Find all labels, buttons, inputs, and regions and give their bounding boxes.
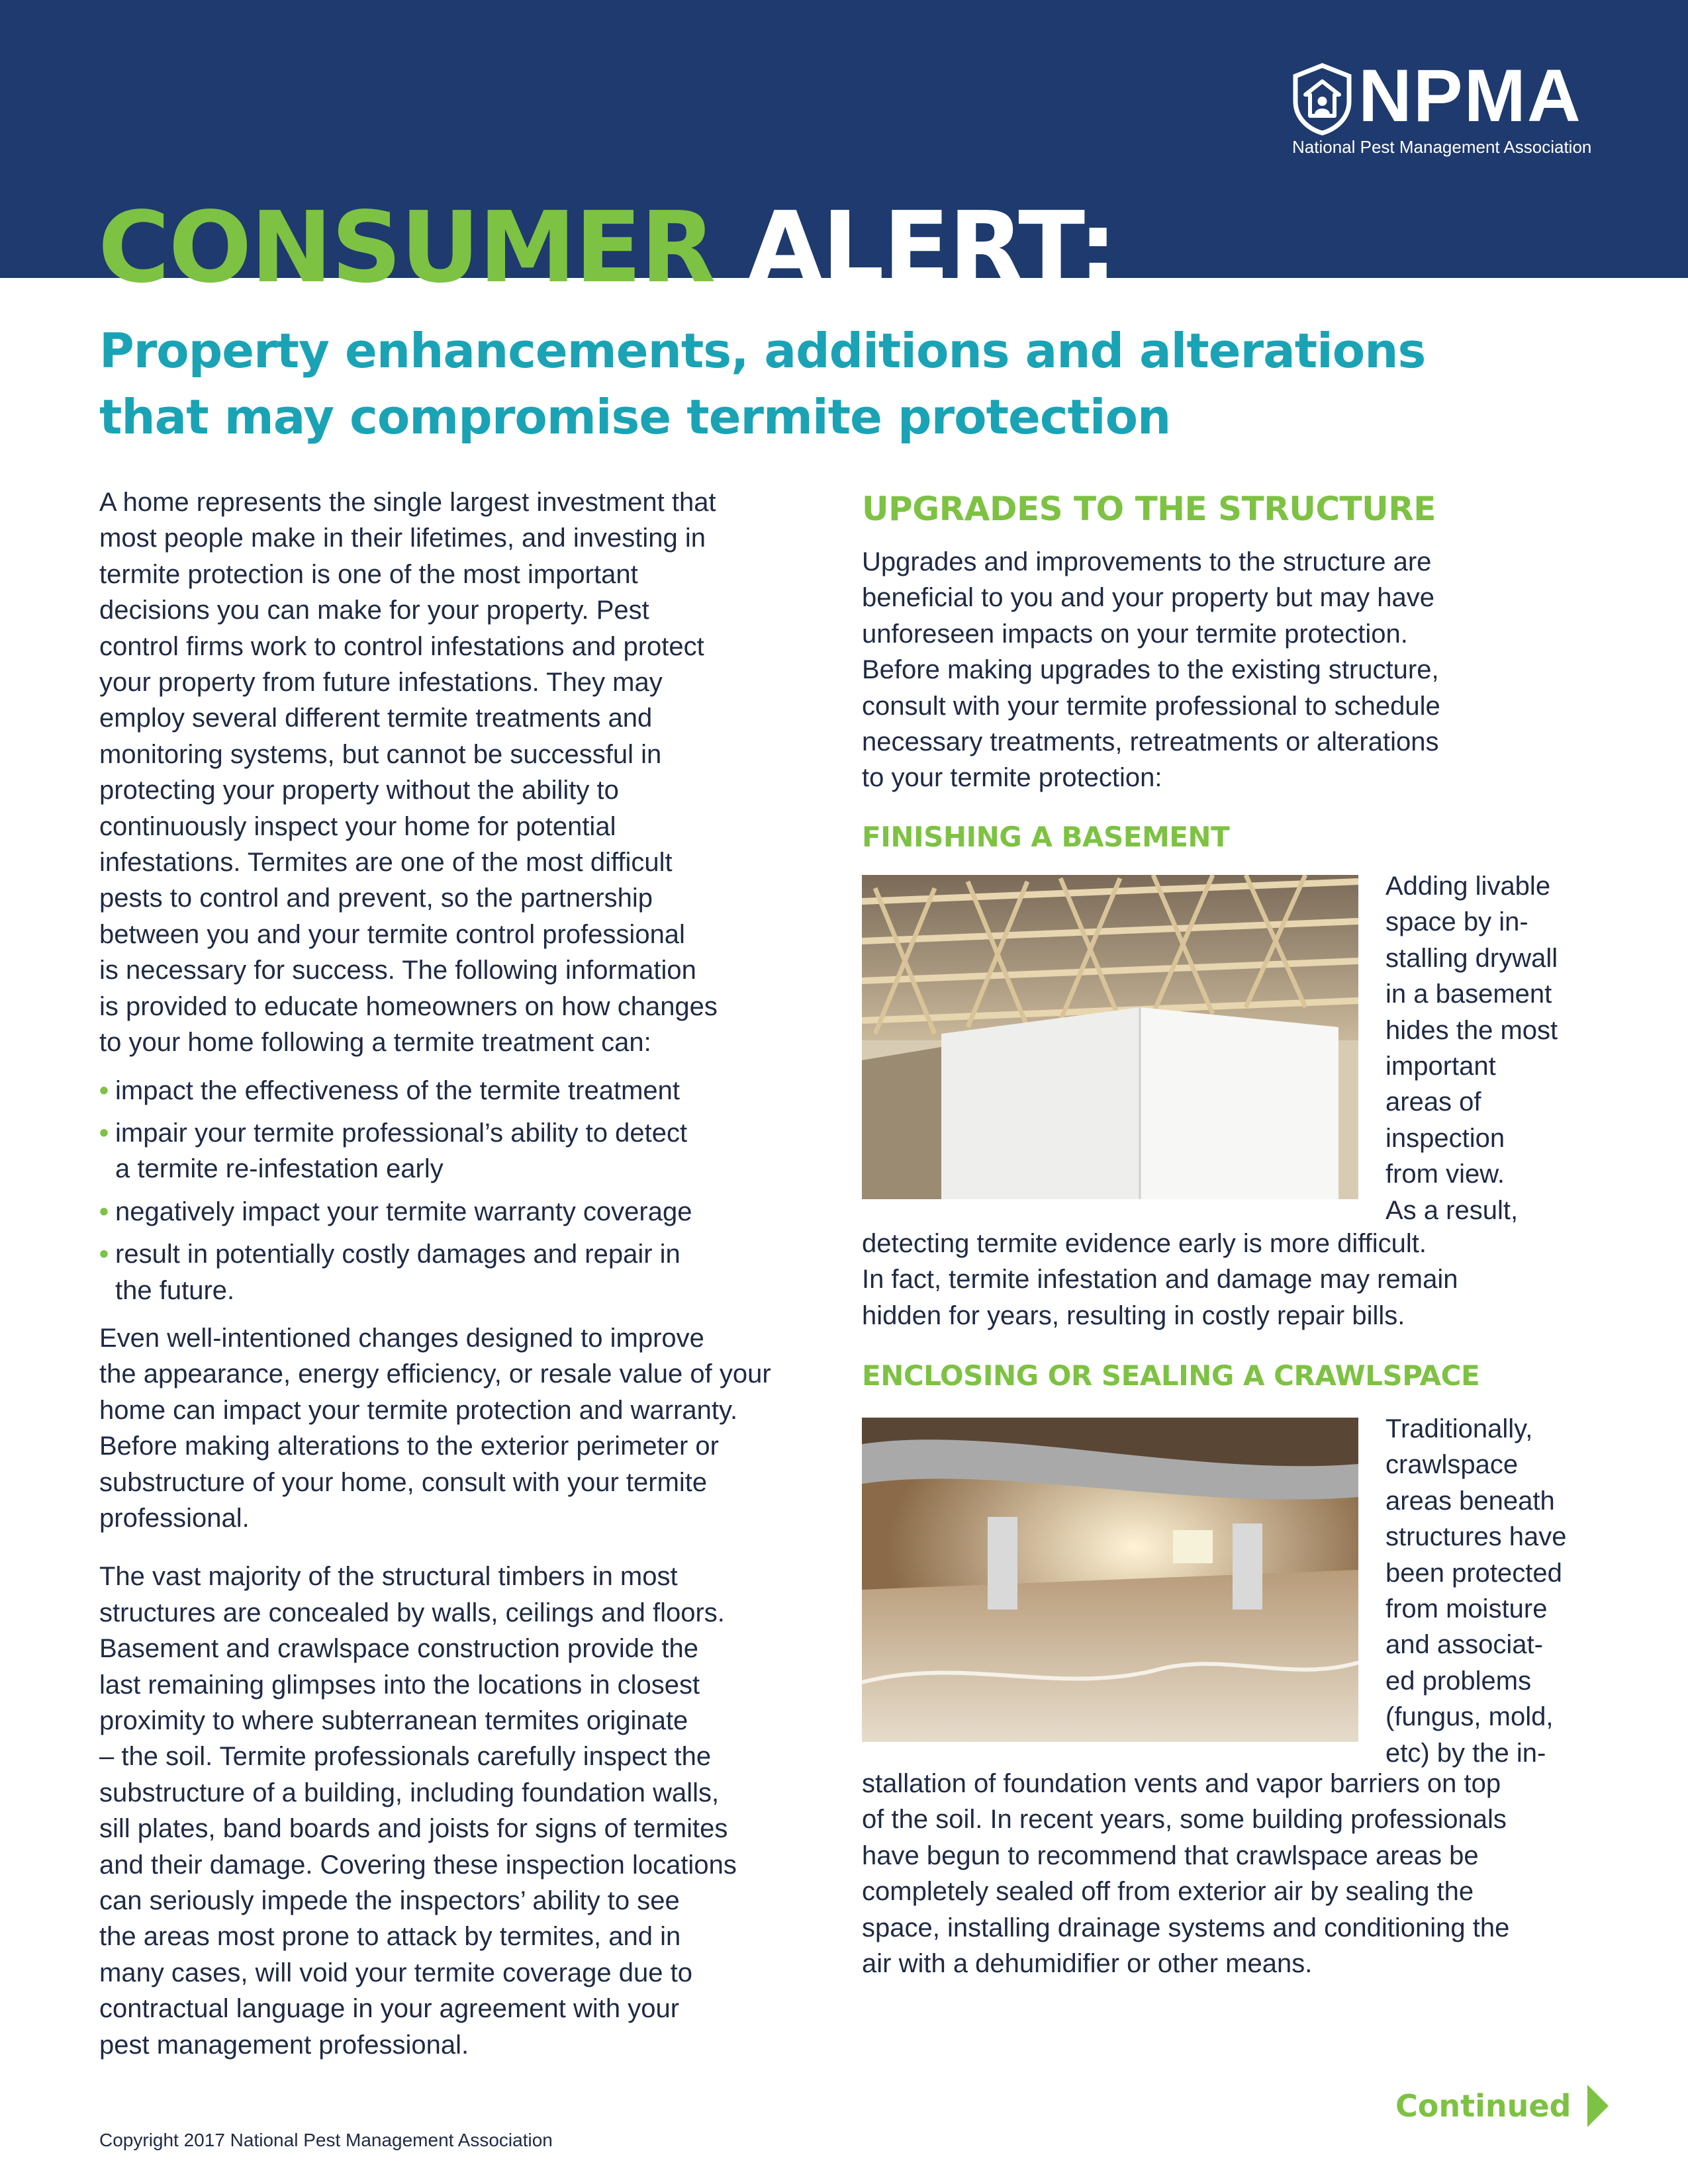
crawlspace-paragraph: stallation of foundation vents and vapor barriers on top of the soil. In recent years, some building professionals have begun to recommend that crawlspace areas be completely sealed off from exterior air by sealing the space, installing drainage systems and conditioning the air with a dehumidifier or other means.: [862, 1769, 1510, 1979]
basement-paragraph: detecting termite evidence early is more difficult. In fact, termite infestation and damage may remain hidden for years, resulting in costly repair bills.: [862, 1229, 1458, 1330]
shield-house-icon: [1291, 63, 1354, 136]
logo-subtitle: National Pest Management Association: [1292, 137, 1592, 157]
crawlspace-photo: [862, 1418, 1358, 1742]
logo-wordmark: NPMA: [1358, 54, 1582, 137]
continued-label[interactable]: Continued: [1395, 2088, 1571, 2124]
list-item: • result in potentially costly damages and repair in the future.: [99, 1236, 841, 1308]
upgrades-heading: UPGRADES TO THE STRUCTURE: [862, 490, 1436, 528]
basement-side-text: Adding livable space by in- stalling drywall in a basement hides the most important areas of inspection from view. As a result,: [1385, 872, 1558, 1225]
title-alert: ALERT:: [747, 191, 1117, 304]
npma-logo: [1291, 54, 1609, 162]
left-column: [99, 484, 841, 2063]
list-item: • negatively impact your termite warranty coverage: [99, 1194, 841, 1230]
arrow-right-icon[interactable]: [1587, 2085, 1609, 2127]
page-title: [98, 191, 1117, 304]
copyright-notice: Copyright 2017 National Pest Management Association: [99, 2130, 553, 2150]
crawlspace-heading: ENCLOSING OR SEALING A CRAWLSPACE: [862, 1359, 1480, 1392]
crawlspace-side-text: Traditionally, crawlspace areas beneath structures have been protected from moisture and associat- ed problems (fungus, mold, etc) by the in-: [1385, 1414, 1567, 1768]
alterations-paragraph: Even well-intentioned changes designed to improve the appearance, energy efficiency, or resale value of your home can impact your termite protection and warranty. Before making alterations to the exterior perimeter or substructure of your home, consult with your termite professional.: [99, 1323, 771, 1533]
basement-photo: [862, 875, 1358, 1199]
intro-paragraph: A home represents the single largest investment that most people make in their lifetimes, and investing in termite protection is one of the most important decisions you can make for your property. Pest control firms work to control infestations and protect your property from future infestations. They may employ several different termite treatments and monitoring systems, but cannot be successful in protecting your property without the ability to continuously inspect your home for potential infestations. Termites are one of the most difficult pests to control and prevent, so the partnership between you and your termite control professional is necessary for success. The following information is provided to educate homeowners on how changes to your home following a termite treatment can:: [99, 488, 718, 1058]
basement-heading: FINISHING A BASEMENT: [862, 821, 1230, 853]
continued-link[interactable]: [1395, 2085, 1571, 2127]
page-subtitle: Property enhancements, additions and alterations that may compromise termite protection: [99, 323, 1426, 445]
list-item: • impair your termite professional’s ability to detect a termite re-infestation early: [99, 1115, 841, 1187]
title-consumer: CONSUMER: [98, 191, 715, 304]
timbers-paragraph: The vast majority of the structural timbers in most structures are concealed by walls, ceilings and floors. Basement and crawlspace construction provide the last remaining glimpses into the locations in closest proximity to where subterranean termites originate – the soil. Termite professionals carefully inspect the substructure of a building, including foundation walls, sill plates, band boards and joists for signs of termites and their damage. Covering these inspection locations can seriously impede the inspectors’ ability to see the areas most prone to attack by termites, and in many cases, will void your termite coverage due to contractual language in your agreement with your pest management professional.: [99, 1562, 737, 2060]
upgrades-paragraph: Upgrades and improvements to the structure are beneficial to you and your property but may have unforeseen impacts on your termite protection. Before making upgrades to the existing structure, consult with your termite professional to schedule necessary treatments, retreatments or alterations to your termite protection:: [862, 547, 1440, 793]
list-item: • impact the effectiveness of the termite treatment: [99, 1073, 841, 1109]
effects-list: [99, 1073, 841, 1308]
